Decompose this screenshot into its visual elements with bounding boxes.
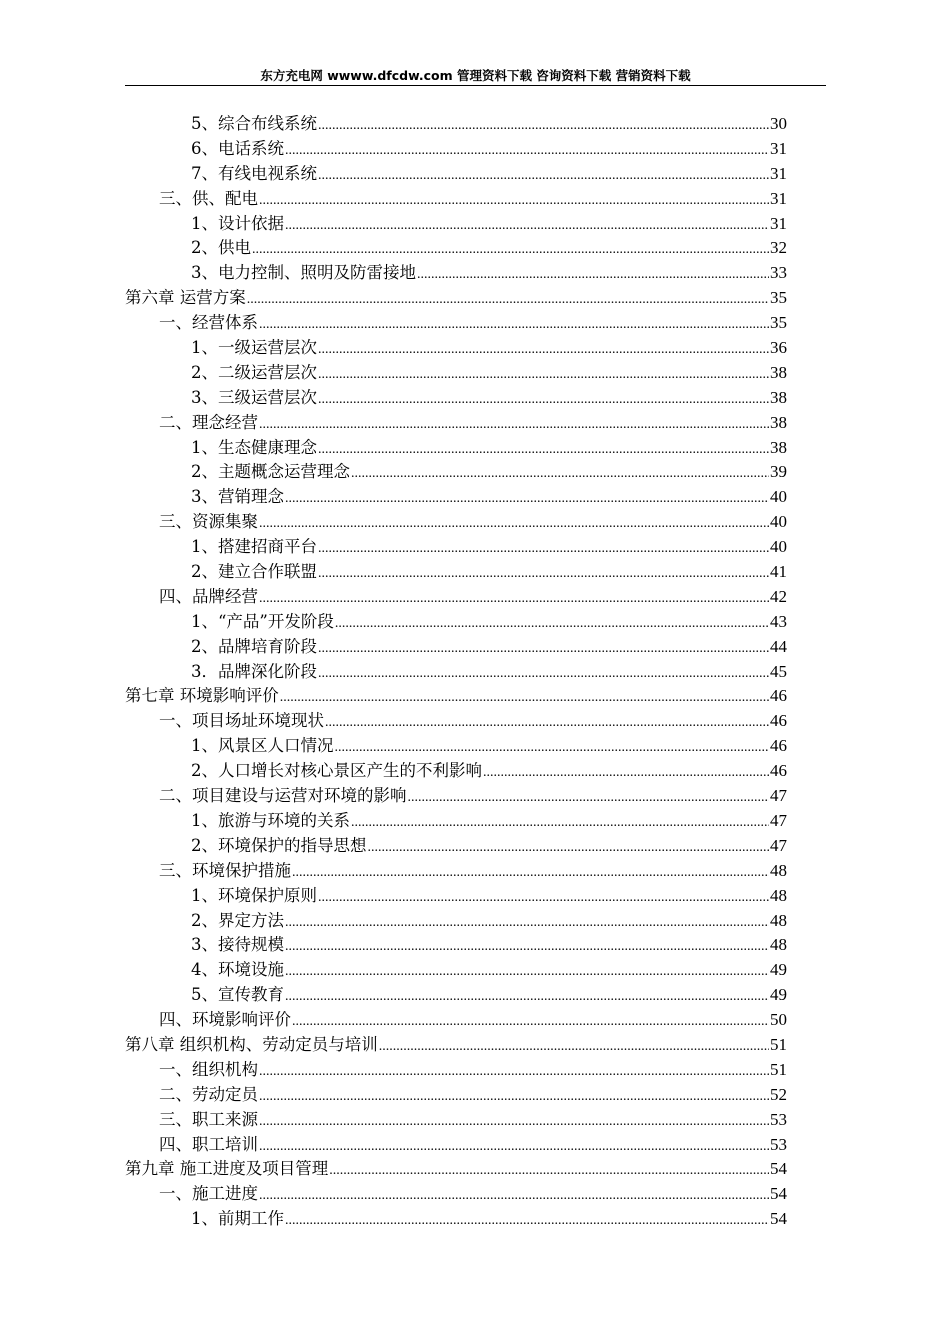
toc-entry-page-number: 39 — [770, 462, 787, 482]
toc-entry-title: 第六章 运营方案 — [125, 288, 246, 308]
toc-entry[interactable] — [125, 884, 787, 909]
toc-entry-title: 一、组织机构 — [159, 1059, 258, 1079]
toc-entry-title: 1、一级运营层次 — [191, 338, 317, 358]
toc-entry-page-number: 54 — [770, 1209, 787, 1229]
toc-entry-title: 3、接待规模 — [191, 935, 284, 955]
toc-dot-leader — [335, 736, 770, 761]
toc-dot-leader — [285, 935, 769, 960]
toc-entry-title: 第八章 组织机构、劳动定员与培训 — [125, 1034, 378, 1054]
header-divider — [125, 85, 826, 86]
toc-entry[interactable] — [125, 187, 787, 212]
toc-entry[interactable] — [125, 585, 787, 610]
toc-dot-leader — [351, 811, 769, 836]
toc-entry-page-number: 40 — [770, 512, 787, 532]
toc-entry-title: 3、电力控制、照明及防雷接地 — [191, 263, 416, 283]
toc-entry-page-number: 54 — [770, 1159, 787, 1179]
toc-entry-title: 1、旅游与环境的关系 — [191, 810, 350, 830]
toc-dot-leader — [318, 114, 769, 139]
toc-dot-leader — [259, 1060, 769, 1085]
toc-dot-leader — [318, 388, 769, 413]
toc-entry-title: 2、界定方法 — [191, 910, 284, 930]
toc-entry[interactable] — [125, 809, 787, 834]
toc-entry-page-number: 47 — [770, 786, 787, 806]
toc-entry[interactable] — [125, 436, 787, 461]
toc-dot-leader — [318, 338, 769, 363]
toc-entry-title: 三、职工来源 — [159, 1109, 258, 1129]
toc-entry[interactable] — [125, 112, 787, 137]
toc-entry[interactable] — [125, 983, 787, 1008]
toc-entry-page-number: 33 — [770, 263, 787, 283]
toc-dot-leader — [259, 1184, 769, 1209]
toc-entry-title: 三、资源集聚 — [159, 512, 258, 532]
toc-dot-leader — [318, 886, 769, 911]
toc-entry-page-number: 44 — [770, 636, 787, 656]
toc-entry[interactable] — [125, 684, 787, 709]
toc-dot-leader — [259, 1085, 769, 1110]
toc-entry[interactable] — [125, 236, 787, 261]
toc-dot-leader — [259, 413, 769, 438]
toc-entry-page-number: 43 — [770, 611, 787, 631]
toc-entry[interactable] — [125, 411, 787, 436]
toc-entry-page-number: 31 — [770, 138, 787, 158]
toc-dot-leader — [325, 711, 769, 736]
toc-entry-page-number: 31 — [770, 188, 787, 208]
toc-entry-title: 2、建立合作联盟 — [191, 562, 317, 582]
toc-entry[interactable] — [125, 311, 787, 336]
toc-entry[interactable] — [125, 336, 787, 361]
toc-dot-leader — [318, 537, 769, 562]
toc-entry[interactable] — [125, 1182, 787, 1207]
toc-entry-title: 3．品牌深化阶段 — [191, 661, 317, 681]
toc-entry[interactable] — [125, 1133, 787, 1158]
toc-dot-leader — [318, 164, 769, 189]
toc-dot-leader — [292, 861, 769, 886]
toc-entry-title: 6、电话系统 — [191, 138, 284, 158]
toc-dot-leader — [285, 1209, 769, 1234]
toc-dot-leader — [292, 1010, 769, 1035]
toc-entry[interactable] — [125, 734, 787, 759]
toc-dot-leader — [252, 238, 769, 263]
toc-entry[interactable] — [125, 261, 787, 286]
toc-entry-page-number: 48 — [770, 885, 787, 905]
toc-dot-leader — [285, 139, 769, 164]
toc-entry[interactable] — [125, 1108, 787, 1133]
toc-entry-title: 三、供、配电 — [159, 188, 258, 208]
toc-dot-leader — [285, 487, 769, 512]
toc-entry-title: 2、品牌培育阶段 — [191, 636, 317, 656]
toc-entry-title: 三、环境保护措施 — [159, 860, 291, 880]
toc-dot-leader — [483, 761, 769, 786]
toc-entry[interactable] — [125, 1058, 787, 1083]
toc-dot-leader — [259, 587, 769, 612]
toc-entry-page-number: 35 — [770, 288, 787, 308]
toc-entry-title: 二、劳动定员 — [159, 1084, 258, 1104]
toc-dot-leader — [285, 911, 769, 936]
toc-entry[interactable] — [125, 1033, 787, 1058]
toc-entry-title: 2、二级运营层次 — [191, 362, 317, 382]
toc-entry-page-number: 51 — [770, 1059, 787, 1079]
toc-dot-leader — [259, 313, 769, 338]
toc-entry-title: 1、风景区人口情况 — [191, 736, 334, 756]
toc-entry[interactable] — [125, 958, 787, 983]
toc-entry[interactable] — [125, 784, 787, 809]
toc-entry-title: 2、人口增长对核心景区产生的不利影响 — [191, 761, 482, 781]
toc-entry-page-number: 52 — [770, 1084, 787, 1104]
toc-entry-page-number: 40 — [770, 487, 787, 507]
toc-entry[interactable] — [125, 1008, 787, 1033]
toc-dot-leader — [318, 662, 769, 687]
toc-entry-title: 7、有线电视系统 — [191, 163, 317, 183]
toc-entry-title: 1、设计依据 — [191, 213, 284, 233]
toc-entry-title: 四、职工培训 — [159, 1134, 258, 1154]
toc-entry[interactable] — [125, 1157, 787, 1182]
toc-entry-page-number: 36 — [770, 338, 787, 358]
toc-entry-title: 一、项目场址环境现状 — [159, 711, 324, 731]
toc-dot-leader — [318, 637, 769, 662]
toc-entry-page-number: 48 — [770, 935, 787, 955]
toc-entry-page-number: 46 — [770, 686, 787, 706]
toc-dot-leader — [259, 189, 769, 214]
toc-entry-title: 四、品牌经营 — [159, 586, 258, 606]
toc-dot-leader — [318, 562, 769, 587]
toc-entry[interactable] — [125, 709, 787, 734]
toc-entry-page-number: 46 — [770, 761, 787, 781]
toc-entry-title: 1、前期工作 — [191, 1209, 284, 1229]
toc-dot-leader — [285, 214, 769, 239]
toc-entry[interactable] — [125, 1083, 787, 1108]
toc-entry[interactable] — [125, 361, 787, 386]
toc-entry-title: 3、三级运营层次 — [191, 387, 317, 407]
toc-entry[interactable] — [125, 286, 787, 311]
toc-entry-title: 5、综合布线系统 — [191, 114, 317, 133]
toc-entry[interactable] — [125, 1207, 787, 1232]
toc-entry[interactable] — [125, 859, 787, 884]
toc-entry-title: 1、“产品”开发阶段 — [191, 611, 334, 631]
toc-entry-page-number: 41 — [770, 562, 787, 582]
toc-entry-page-number: 31 — [770, 213, 787, 233]
toc-entry-page-number: 49 — [770, 960, 787, 980]
toc-entry-title: 2、主题概念运营理念 — [191, 462, 350, 482]
toc-entry-page-number: 38 — [770, 412, 787, 432]
toc-entry[interactable] — [125, 510, 787, 535]
toc-entry[interactable] — [125, 834, 787, 859]
toc-entry-title: 3、营销理念 — [191, 487, 284, 507]
toc-entry-title: 一、施工进度 — [159, 1184, 258, 1204]
toc-entry-page-number: 38 — [770, 437, 787, 457]
toc-dot-leader — [379, 1035, 769, 1060]
toc-entry-page-number: 47 — [770, 835, 787, 855]
toc-entry[interactable] — [125, 759, 787, 784]
toc-entry-page-number: 48 — [770, 860, 787, 880]
toc-entry-page-number: 35 — [770, 313, 787, 333]
toc-entry[interactable] — [125, 485, 787, 510]
toc-entry[interactable] — [125, 610, 787, 635]
toc-entry[interactable] — [125, 212, 787, 237]
toc-entry-title: 1、生态健康理念 — [191, 437, 317, 457]
toc-dot-leader — [318, 363, 769, 388]
toc-entry[interactable] — [125, 635, 787, 660]
toc-dot-leader — [280, 686, 769, 711]
toc-entry-title: 2、供电 — [191, 238, 251, 258]
toc-entry[interactable] — [125, 933, 787, 958]
toc-entry-page-number: 30 — [770, 114, 787, 133]
toc-entry-page-number: 48 — [770, 910, 787, 930]
toc-entry[interactable] — [125, 560, 787, 585]
toc-dot-leader — [259, 1135, 769, 1160]
toc-entry[interactable] — [125, 162, 787, 187]
toc-entry-title: 1、环境保护原则 — [191, 885, 317, 905]
toc-dot-leader — [285, 985, 769, 1010]
toc-entry-title: 1、搭建招商平台 — [191, 537, 317, 557]
toc-entry-page-number: 42 — [770, 586, 787, 606]
toc-entry-title: 2、环境保护的指导思想 — [191, 835, 367, 855]
toc-entry-title: 二、理念经营 — [159, 412, 258, 432]
toc-entry-page-number: 38 — [770, 387, 787, 407]
toc-dot-leader — [285, 960, 769, 985]
page-header: 东方充电网 wwww.dfcdw.com 管理资料下载 咨询资料下载 营销资料下载 — [260, 68, 691, 83]
toc-entry-title: 第九章 施工进度及项目管理 — [125, 1159, 329, 1179]
toc-entry-title: 二、项目建设与运营对环境的影响 — [159, 786, 407, 806]
toc-entry-page-number: 53 — [770, 1134, 787, 1154]
toc-entry-page-number: 46 — [770, 736, 787, 756]
toc-entry-page-number: 47 — [770, 810, 787, 830]
toc-entry-page-number: 50 — [770, 1010, 787, 1030]
toc-dot-leader — [351, 462, 769, 487]
toc-entry[interactable] — [125, 535, 787, 560]
toc-entry-title: 第七章 环境影响评价 — [125, 686, 279, 706]
toc-entry-page-number: 51 — [770, 1034, 787, 1054]
toc-dot-leader — [368, 836, 770, 861]
toc-dot-leader — [408, 786, 770, 811]
toc-entry[interactable] — [125, 909, 787, 934]
toc-entry[interactable] — [125, 660, 787, 685]
toc-dot-leader — [335, 612, 769, 637]
toc-dot-leader — [329, 1159, 769, 1184]
toc-entry-page-number: 54 — [770, 1184, 787, 1204]
toc-entry-page-number: 53 — [770, 1109, 787, 1129]
toc-entry-page-number: 45 — [770, 661, 787, 681]
toc-entry-page-number: 46 — [770, 711, 787, 731]
toc-dot-leader — [247, 288, 769, 313]
toc-entry-page-number: 32 — [770, 238, 787, 258]
table-of-contents — [125, 112, 787, 1232]
toc-entry-page-number: 31 — [770, 163, 787, 183]
toc-entry-title: 5、宣传教育 — [191, 985, 284, 1005]
toc-entry-title: 四、环境影响评价 — [159, 1010, 291, 1030]
toc-dot-leader — [259, 1110, 769, 1135]
toc-entry[interactable] — [125, 386, 787, 411]
toc-dot-leader — [417, 263, 769, 288]
toc-entry-page-number: 49 — [770, 985, 787, 1005]
toc-entry-title: 一、经营体系 — [159, 313, 258, 333]
toc-entry[interactable] — [125, 137, 787, 162]
toc-entry-page-number: 40 — [770, 537, 787, 557]
toc-entry-page-number: 38 — [770, 362, 787, 382]
toc-entry[interactable] — [125, 460, 787, 485]
toc-entry-title: 4、环境设施 — [191, 960, 284, 980]
toc-dot-leader — [318, 438, 769, 463]
toc-dot-leader — [259, 512, 769, 537]
